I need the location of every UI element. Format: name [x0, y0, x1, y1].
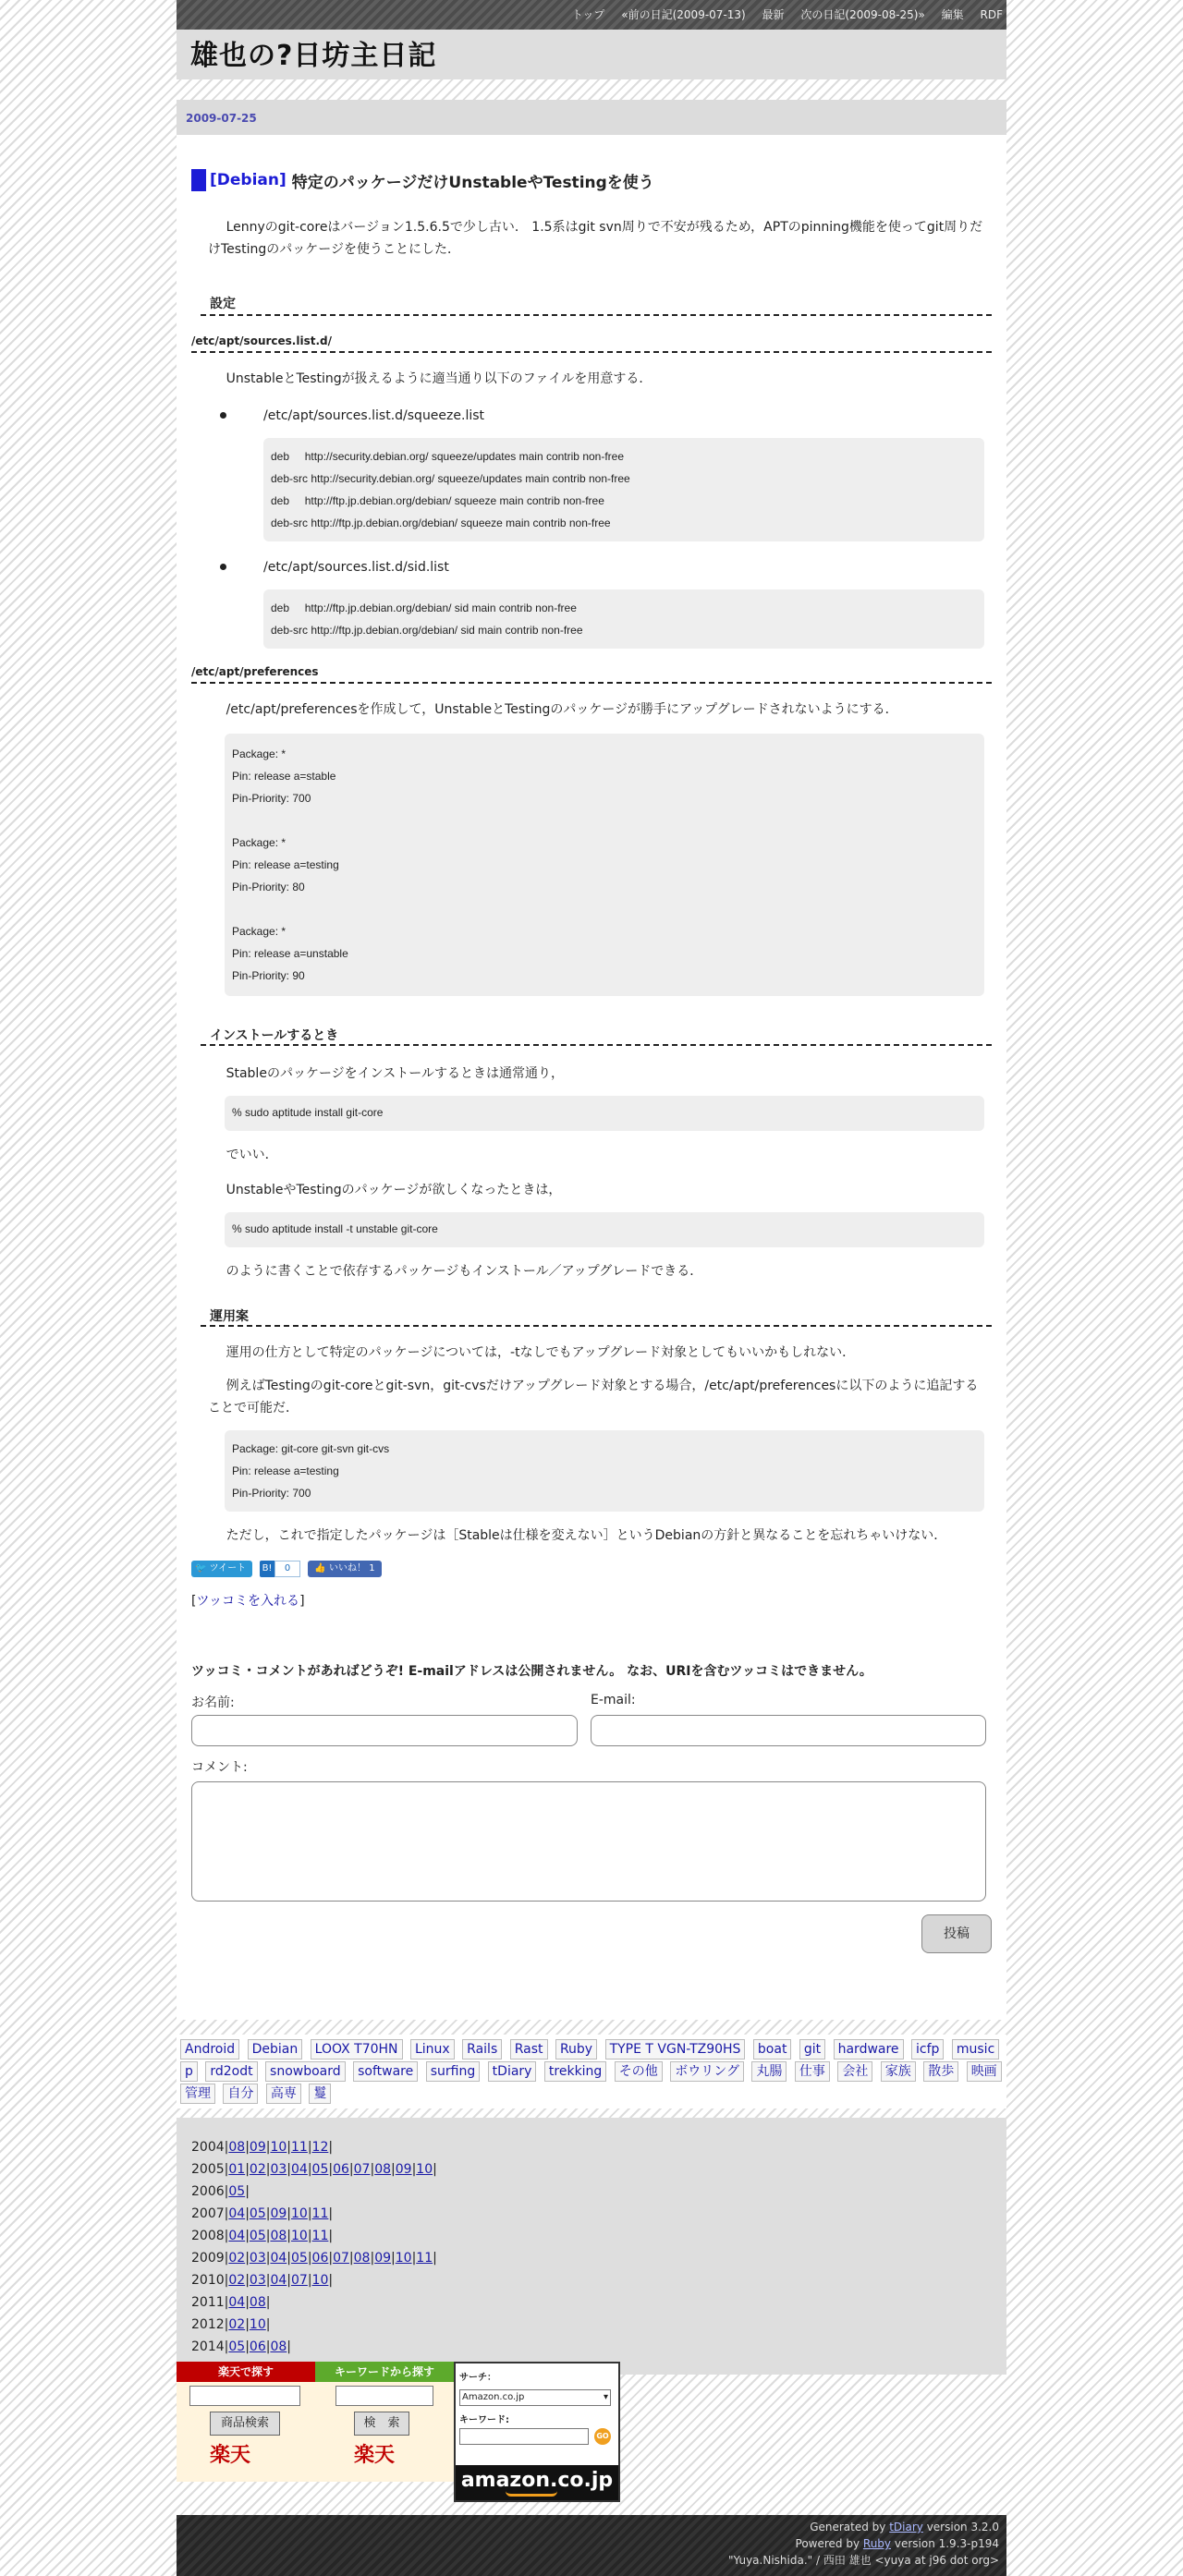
operations-paragraph-1: 運用の仕方として特定のパッケージについては，-tなしでもアップグレード対象としてもいいかもしれない． [226, 1345, 856, 1360]
code-line: deb http://ftp.jp.debian.org/debian/ squeeze main contrib non-free [271, 494, 604, 507]
site-title: 雄也の?日坊主日記 [177, 30, 1006, 79]
archive-separator: | [287, 2273, 291, 2288]
archive-month-link[interactable]: 06 [311, 2251, 329, 2266]
tdiary-link[interactable]: tDiary [889, 2521, 923, 2533]
code-blank-line [232, 898, 977, 920]
archive-month-link[interactable]: 08 [228, 2140, 246, 2155]
tag-link[interactable]: git [799, 2039, 825, 2060]
bullet-icon [220, 564, 226, 570]
archive-separator: | [245, 2251, 250, 2266]
archive-month-link[interactable]: 09 [374, 2251, 392, 2266]
tag-link[interactable]: 会社 [837, 2061, 872, 2082]
archive-month-link[interactable]: 11 [311, 2229, 329, 2243]
footer-generated-suffix: version 3.2.0 [922, 2521, 999, 2533]
tag-link[interactable]: 映画 [967, 2061, 1002, 2082]
rakuten-logo[interactable]: 楽天 [354, 2444, 396, 2467]
archive-separator: | [224, 2273, 229, 2288]
comment-textarea[interactable] [191, 1781, 986, 1902]
tag-link[interactable]: Rast [510, 2039, 548, 2060]
archive-month-link[interactable]: 03 [249, 2251, 266, 2266]
tag-link[interactable]: snowboard [265, 2061, 346, 2082]
amazon-smile-icon [506, 2491, 557, 2497]
amazon-logo[interactable] [456, 2465, 618, 2500]
tsukkomi-link-row: [ツッコミを入れる] [191, 1594, 305, 1609]
archive-year-row [191, 2225, 992, 2247]
archive-month-link[interactable]: 10 [311, 2273, 329, 2288]
archive-year: 2004 [191, 2140, 225, 2155]
preferences-paragraph: /etc/apt/preferencesを作成して，UnstableとTestingのパッケージが勝手にアップグレードされないようにする． [226, 702, 898, 717]
archive-month-link[interactable]: 07 [291, 2273, 308, 2288]
tag-link[interactable]: trekking [544, 2061, 606, 2082]
rakuten-search-title: 楽天で探す [177, 2362, 315, 2382]
archive-month-link[interactable]: 08 [270, 2229, 287, 2243]
rakuten-keyword-title: キーワードから探す [315, 2362, 454, 2382]
top-navigation [177, 0, 1006, 30]
archive-separator: | [224, 2317, 229, 2332]
archive-separator: | [224, 2162, 229, 2177]
archive-separator: | [224, 2206, 229, 2221]
amazon-search-label: サーチ： [459, 2373, 496, 2383]
hatena-count: 0 [274, 1561, 300, 1577]
archive-year: 2009 [191, 2251, 225, 2266]
archive-month-link[interactable]: 04 [270, 2251, 287, 2266]
rakuten-search-widget [177, 2362, 315, 2482]
footer [177, 2515, 1006, 2576]
tag-link[interactable]: Debian [248, 2039, 303, 2060]
tag-link[interactable]: boat [753, 2039, 792, 2060]
code-line: Pin: release a=stable [232, 770, 336, 783]
code-line: deb-src http://ftp.jp.debian.org/debian/ sid main contrib non-free [271, 624, 583, 637]
archive-month-link[interactable]: 08 [353, 2251, 371, 2266]
archive-month-link[interactable]: 05 [249, 2206, 266, 2221]
archive-year: 2011 [191, 2295, 225, 2310]
archive-separator: | [287, 2162, 291, 2177]
install-paragraph-4: のように書くことで依存するパッケージもインストール／アップグレードできる． [226, 1264, 703, 1279]
sources-paragraph: UnstableとTestingが扱えるように適当通り以下のファイルを用意する． [226, 371, 652, 386]
rakuten-keyword-input[interactable] [335, 2386, 433, 2406]
tag-link[interactable]: 鬘 [309, 2084, 331, 2104]
amazon-select-value: Amazon.co.jp [462, 2392, 525, 2402]
archive-separator: | [265, 2140, 271, 2155]
archive-month-link[interactable]: 09 [270, 2206, 287, 2221]
archive-separator: | [411, 2251, 417, 2266]
archive-year: 2007 [191, 2206, 225, 2221]
page [177, 0, 1006, 2567]
tag-link[interactable]: 散歩 [923, 2061, 958, 2082]
tag-link[interactable]: 仕事 [795, 2061, 830, 2082]
archive-month-link[interactable]: 10 [291, 2229, 308, 2243]
hatena-bookmark-button[interactable] [260, 1561, 300, 1577]
nav-rdf-link[interactable]: RDF [980, 8, 1003, 21]
diary-entry [177, 135, 1006, 2020]
tag-link[interactable]: tDiary [488, 2061, 537, 2082]
code-line: deb-src http://ftp.jp.debian.org/debian/ squeeze main contrib non-free [271, 516, 611, 529]
archive-separator: | [265, 2317, 271, 2332]
tag-link[interactable]: 家族 [881, 2061, 916, 2082]
subsection-sources [191, 334, 992, 353]
archive-month-link[interactable]: 04 [291, 2162, 308, 2177]
archive-separator: | [245, 2229, 250, 2243]
like-label: いいね！ 1 [329, 1563, 375, 1574]
rakuten-keyword-widget [315, 2362, 454, 2482]
code-line: % sudo aptitude install git-core [232, 1106, 384, 1119]
archive-month-link[interactable]: 04 [228, 2206, 246, 2221]
footer-generated [177, 2519, 999, 2535]
code-line: Package: * [232, 747, 287, 760]
tweet-button[interactable] [191, 1561, 252, 1577]
archive-separator: | [411, 2162, 417, 2177]
sid-file-label: /etc/apt/sources.list.d/sid.list [263, 560, 449, 575]
archive-year: 2010 [191, 2273, 225, 2288]
tag-link[interactable]: LOOX T70HN [311, 2039, 403, 2060]
list-item [191, 556, 992, 578]
archive-separator: | [328, 2140, 334, 2155]
section-operations-label: 運用案 [210, 1309, 249, 1324]
subsection-preferences-label: /etc/apt/preferences [191, 665, 319, 678]
archive-month-link[interactable]: 05 [249, 2229, 266, 2243]
archive-separator: | [433, 2162, 437, 2177]
archive-month-link[interactable]: 01 [228, 2162, 246, 2177]
code-line: Package: * [232, 836, 287, 849]
archive-month-link[interactable]: 11 [291, 2140, 308, 2155]
nav-prev-diary-link[interactable]: «前の日記(2009-07-13) [621, 8, 746, 21]
tag-link[interactable]: icfp [911, 2039, 944, 2060]
archive-year: 2014 [191, 2339, 225, 2354]
archive-year-row [191, 2158, 992, 2181]
rakuten-search-input[interactable] [189, 2386, 300, 2406]
archive-month-link[interactable]: 11 [311, 2206, 329, 2221]
archive-month-link[interactable]: 07 [333, 2251, 349, 2266]
archive-month-link[interactable]: 09 [395, 2162, 412, 2177]
nav-top-link[interactable]: トップ [571, 8, 605, 21]
archive-separator: | [287, 2140, 291, 2155]
archive-year-row [191, 2136, 992, 2158]
archive-separator: | [224, 2295, 229, 2310]
archive-year: 2005 [191, 2162, 225, 2177]
heading-marker [191, 169, 206, 191]
archive-month-link[interactable]: 02 [249, 2162, 266, 2177]
footer-generated-prefix: Generated by [810, 2521, 890, 2533]
section-install-label: インストールするとき [210, 1028, 339, 1043]
tag-link[interactable]: TYPE T VGN-TZ90HS [605, 2039, 746, 2060]
section-install [201, 1026, 992, 1046]
tweet-label: ツイート [209, 1563, 247, 1574]
tag-link[interactable]: hardware [834, 2039, 904, 2060]
code-line: deb http://ftp.jp.debian.org/debian/ sid main contrib non-free [271, 601, 577, 614]
code-line: Pin: release a=testing [232, 858, 339, 871]
install-paragraph-1: Stableのパッケージをインストールするときは通常通り， [226, 1066, 564, 1081]
thumbs-up-icon: 👍 [314, 1563, 326, 1574]
tag-link[interactable]: Linux [410, 2039, 455, 2060]
email-input[interactable] [591, 1715, 986, 1746]
chevron-down-icon: ▾ [603, 2392, 608, 2402]
amazon-logo-text: amazon.co.jp [460, 2469, 614, 2492]
archive-separator: | [265, 2339, 271, 2354]
archive-separator: | [287, 2339, 291, 2354]
code-line: Pin: release a=unstable [232, 947, 348, 960]
archive-year-row [191, 2247, 992, 2269]
subsection-sources-label: /etc/apt/sources.list.d/ [191, 334, 332, 347]
tag-link[interactable]: Ruby [555, 2039, 597, 2060]
code-line: Pin-Priority: 80 [232, 881, 305, 893]
archive-separator: | [245, 2273, 250, 2288]
archive-separator: | [245, 2162, 250, 2177]
archive-month-link[interactable]: 10 [291, 2206, 308, 2221]
preferences-code-block [225, 734, 984, 996]
squeeze-file-label: /etc/apt/sources.list.d/squeeze.list [263, 408, 485, 423]
email-label: E-mail: [591, 1693, 636, 1707]
tag-link[interactable]: rd2odt [205, 2061, 257, 2082]
archive-month-link[interactable]: 11 [416, 2251, 433, 2266]
archive-separator: | [224, 2339, 229, 2354]
rakuten-keyword-button[interactable]: 検 索 [354, 2412, 409, 2436]
archive-separator: | [348, 2251, 354, 2266]
tag-link[interactable]: Rails [462, 2039, 502, 2060]
tag-link[interactable]: その他 [615, 2061, 663, 2082]
archive-separator: | [245, 2140, 250, 2155]
archive-month-link[interactable]: 04 [270, 2273, 287, 2288]
archive-month-link[interactable]: 05 [228, 2339, 246, 2354]
archive-separator: | [287, 2206, 291, 2221]
comment-form-fields [191, 1693, 992, 1752]
entry-date[interactable]: 2009-07-25 [177, 100, 1006, 135]
name-label: お名前: [191, 1695, 235, 1710]
archive-separator: | [265, 2229, 271, 2243]
install-paragraph-3: UnstableやTestingのパッケージが欲しくなったときは， [226, 1183, 562, 1197]
code-line: Pin-Priority: 700 [232, 792, 311, 805]
amazon-go-button[interactable]: GO [594, 2428, 611, 2445]
tsukkomi-link[interactable]: ツッコミを入れる [196, 1594, 300, 1609]
name-input[interactable] [191, 1715, 578, 1746]
operations-paragraph-3: ただし，これで指定したパッケージは［Stableは仕様を変えない］というDebianの方針と異なることを忘れちゃいけない． [226, 1528, 947, 1543]
archive-separator: | [265, 2273, 271, 2288]
archive-year: 2006 [191, 2184, 225, 2199]
archive-month-link[interactable]: 04 [228, 2295, 246, 2310]
archive-year-row [191, 2291, 992, 2314]
install-code-block-2 [225, 1212, 984, 1247]
code-line: Pin-Priority: 700 [232, 1487, 311, 1500]
footer-powered [177, 2535, 999, 2552]
facebook-like-button[interactable] [308, 1561, 382, 1577]
tag-link[interactable]: surfing [426, 2061, 481, 2082]
entry-heading [191, 168, 992, 192]
archive-month-link[interactable]: 07 [353, 2162, 371, 2177]
archive-separator: | [391, 2162, 396, 2177]
archive-separator: | [245, 2317, 250, 2332]
archive-year: 2012 [191, 2317, 225, 2332]
archive-separator: | [328, 2162, 334, 2177]
code-blank-line [232, 809, 977, 832]
code-line: deb-src http://security.debian.org/ squeeze/updates main contrib non-free [271, 472, 630, 485]
operations-code-block [225, 1430, 984, 1512]
archive-separator: | [265, 2206, 271, 2221]
archive-separator: | [328, 2251, 334, 2266]
archive-separator: | [433, 2251, 437, 2266]
list-item [191, 405, 992, 427]
archive-year-row [191, 2181, 992, 2203]
bullet-icon [220, 412, 226, 419]
archive-month-link[interactable]: 08 [270, 2339, 287, 2354]
monthly-archive [177, 2118, 1006, 2375]
category-link[interactable]: [Debian] [210, 171, 287, 189]
tag-link[interactable]: software [353, 2061, 418, 2082]
archive-separator: | [265, 2295, 271, 2310]
archive-separator: | [307, 2273, 312, 2288]
tag-cloud [177, 2035, 1006, 2108]
footer-powered-suffix: version 1.9.3-p194 [891, 2537, 999, 2550]
archive-month-link[interactable]: 03 [270, 2162, 287, 2177]
archive-month-link[interactable]: 10 [249, 2317, 266, 2332]
archive-month-link[interactable]: 12 [311, 2140, 329, 2155]
archive-year-row [191, 2269, 992, 2291]
archive-separator: | [348, 2162, 354, 2177]
archive-separator: | [287, 2229, 291, 2243]
intro-paragraph: Lennyのgit-coreはバージョン1.5.6.5で少し古い． 1.5系はgit svn周りで不安が残るため，APTのpinning機能を使ってgit周りだけTestingのパッケージを使うことにした． [208, 220, 983, 257]
amazon-keyword-input[interactable] [459, 2428, 589, 2445]
entry-title: 特定のパッケージだけUnstableやTestingを使う [291, 173, 654, 192]
archive-separator: | [391, 2251, 396, 2266]
archive-separator: | [265, 2251, 271, 2266]
twitter-bird-icon: 🐦 [195, 1563, 207, 1574]
tag-link[interactable]: 自分 [223, 2084, 258, 2104]
archive-month-link[interactable]: 05 [228, 2184, 246, 2199]
archive-separator: | [245, 2184, 250, 2199]
archive-year-row [191, 2314, 992, 2336]
tag-link[interactable]: music [952, 2039, 999, 2060]
amazon-search-widget [454, 2362, 620, 2502]
archive-separator: | [224, 2251, 229, 2266]
tag-link[interactable]: Android [180, 2039, 239, 2060]
archive-separator: | [307, 2162, 312, 2177]
archive-year-row [191, 2336, 992, 2358]
archive-separator: | [307, 2251, 312, 2266]
section-operations [201, 1306, 992, 1327]
footer-author: "Yuya.Nishida." / 西田 雄也 <yuya at j96 dot org> [728, 2554, 999, 2567]
archive-month-link[interactable]: 05 [311, 2162, 329, 2177]
code-line: Package: git-core git-svn git-cvs [232, 1442, 390, 1455]
amazon-category-select[interactable] [459, 2389, 611, 2406]
rakuten-logo[interactable]: 楽天 [210, 2444, 251, 2467]
tag-link[interactable]: 管理 [180, 2084, 215, 2104]
archive-year-row [191, 2203, 992, 2225]
archive-month-link[interactable]: 10 [416, 2162, 433, 2177]
archive-month-link[interactable]: 10 [395, 2251, 412, 2266]
install-paragraph-2: でいい． [226, 1148, 278, 1162]
archive-separator: | [307, 2206, 312, 2221]
section-settings [201, 294, 992, 316]
tag-link[interactable]: p [180, 2061, 198, 2082]
archive-month-link[interactable]: 03 [249, 2273, 266, 2288]
archive-month-link[interactable]: 04 [228, 2229, 246, 2243]
code-line: deb http://security.debian.org/ squeeze/updates main contrib non-free [271, 450, 625, 463]
code-line: Pin-Priority: 90 [232, 969, 305, 982]
archive-separator: | [224, 2229, 229, 2243]
sid-code-block [263, 589, 984, 649]
archive-separator: | [245, 2206, 250, 2221]
submit-row [191, 1902, 992, 1957]
archive-separator: | [224, 2140, 229, 2155]
archive-year: 2008 [191, 2229, 225, 2243]
archive-month-link[interactable]: 08 [374, 2162, 392, 2177]
archive-month-link[interactable]: 06 [333, 2162, 349, 2177]
archive-separator: | [328, 2273, 334, 2288]
comment-label: コメント: [191, 1760, 248, 1775]
code-line: Pin: release a=testing [232, 1464, 339, 1477]
nav-next-diary-link[interactable]: 次の日記(2009-08-25)» [800, 8, 925, 21]
archive-month-link[interactable]: 05 [291, 2251, 308, 2266]
archive-separator: | [370, 2162, 375, 2177]
subsection-preferences [191, 665, 992, 684]
ruby-link[interactable]: Ruby [862, 2537, 892, 2550]
archive-separator: | [245, 2339, 250, 2354]
install-code-block-1 [225, 1096, 984, 1131]
code-line: % sudo aptitude install -t unstable git-core [232, 1222, 438, 1235]
archive-separator: | [370, 2251, 375, 2266]
archive-separator: | [307, 2229, 312, 2243]
tag-link[interactable]: 高専 [266, 2084, 301, 2104]
tag-link[interactable]: ボウリング [670, 2061, 744, 2082]
archive-month-link[interactable]: 02 [228, 2273, 246, 2288]
archive-month-link[interactable]: 02 [228, 2251, 246, 2266]
archive-separator: | [328, 2229, 334, 2243]
nav-latest-link[interactable]: 最新 [762, 8, 785, 21]
tag-link[interactable]: 丸腸 [751, 2061, 787, 2082]
archive-separator: | [245, 2295, 250, 2310]
archive-separator: | [307, 2140, 312, 2155]
squeeze-code-block [263, 438, 984, 541]
archive-month-link[interactable]: 09 [249, 2140, 266, 2155]
archive-month-link[interactable]: 02 [228, 2317, 246, 2332]
archive-month-link[interactable]: 06 [249, 2339, 266, 2354]
rakuten-search-button[interactable]: 商品検索 [210, 2412, 280, 2436]
archive-separator: | [265, 2162, 271, 2177]
archive-month-link[interactable]: 10 [270, 2140, 287, 2155]
archive-separator: | [287, 2251, 291, 2266]
amazon-keyword-label: キーワード: [459, 2415, 509, 2425]
comment-form-title: ツッコミ・コメントがあればどうぞ! E-mailアドレスは公開されません。 なお、URIを含むツッコミはできません。 [191, 1664, 872, 1679]
search-widgets [177, 2362, 620, 2502]
archive-month-link[interactable]: 08 [249, 2295, 266, 2310]
section-settings-label: 設定 [210, 297, 236, 311]
archive-separator: | [224, 2184, 229, 2199]
post-button[interactable]: 投稿 [921, 1914, 992, 1953]
hatena-b-icon: B! [260, 1561, 274, 1577]
code-line: Package: * [232, 925, 287, 938]
nav-edit-link[interactable]: 編集 [941, 8, 964, 21]
archive-separator: | [328, 2206, 334, 2221]
social-buttons [191, 1560, 992, 1578]
operations-paragraph-2: 例えばTestingのgit-coreとgit-svn，git-cvsだけアップグレード対象とする場合，/etc/apt/preferencesに以下のように追記することで可能だ． [208, 1379, 979, 1416]
footer-powered-prefix: Powered by [795, 2537, 863, 2550]
